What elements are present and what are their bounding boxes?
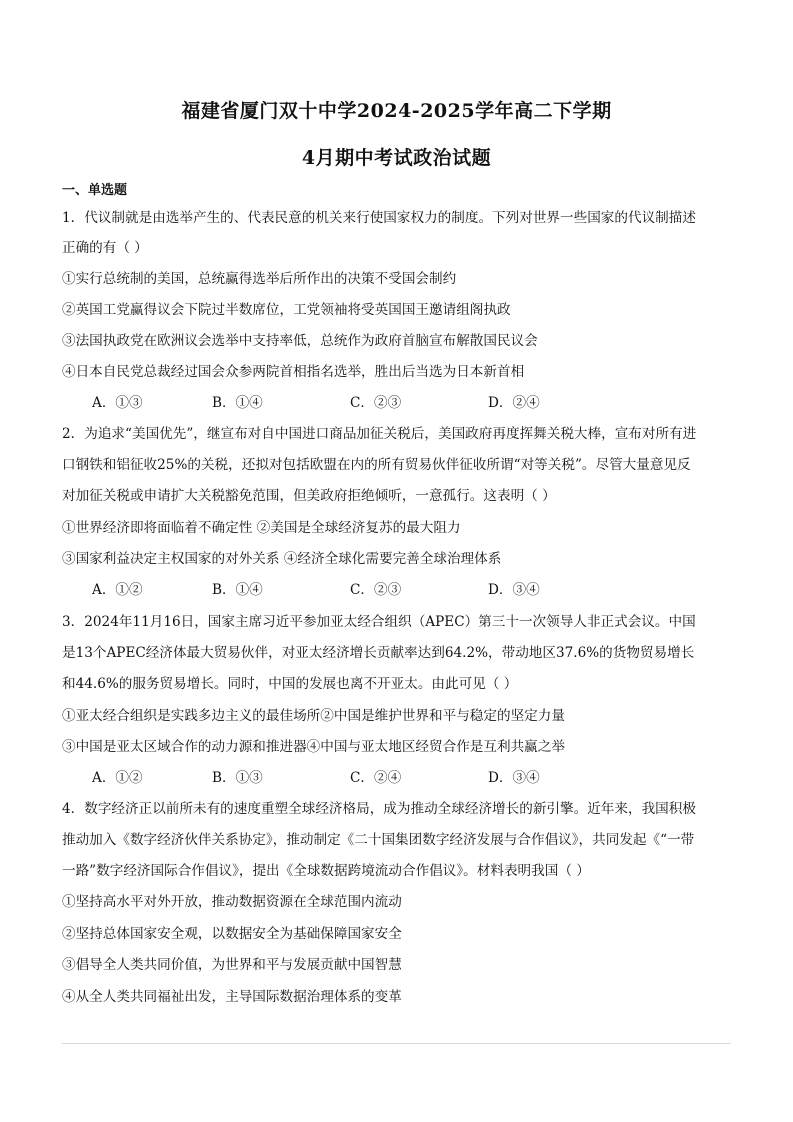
question-item: ④日本自民党总裁经过国会众参两院首相指名选举，胜出后当选为日本新首相 — [62, 364, 525, 380]
exam-title-line1: 福建省厦门双十中学2024-2025学年高二下学期 — [181, 100, 612, 122]
question-item: ③倡导全人类共同价值，为世界和平与发展贡献中国智慧 — [62, 957, 402, 973]
option-c[interactable]: C．②③ — [350, 395, 402, 411]
answer-options — [92, 766, 652, 786]
question-stem: 1．代议制就是由选举产生的、代表民意的机关来行使国家权力的制度。下列对世界一些国家的代议制描述 — [62, 210, 696, 226]
question-item: ③法国执政党在欧洲议会选举中支持率低，总统作为政府首脑宣布解散国民议会 — [62, 333, 538, 349]
question-item: ①世界经济即将面临着不确定性 ②美国是全球经济复苏的最大阻力 — [62, 520, 461, 536]
question-stem: 正确的有（ ） — [62, 240, 148, 256]
option-a[interactable]: A．①② — [92, 770, 143, 786]
option-d[interactable]: D．③④ — [488, 582, 540, 598]
question-stem: 3．2024年11月16日，国家主席习近平参加亚太经合组织（APEC）第三十一次领导人非正式会议。中国 — [62, 614, 696, 630]
option-d[interactable]: D．③④ — [488, 770, 540, 786]
question-item: ①亚太经合组织是实践多边主义的最佳场所②中国是维护世界和平与稳定的坚定力量 — [62, 708, 565, 724]
answer-options — [92, 578, 652, 598]
question-item: ③中国是亚太区域合作的动力源和推进器④中国与亚太地区经贸合作是互利共赢之举 — [62, 739, 565, 755]
question-stem: 推动加入《数字经济伙伴关系协定》，推动制定《二十国集团数字经济发展与合作倡议》，共同发起《“一带 — [62, 832, 695, 848]
question-stem: 口钢铁和铝征收25%的关税，还拟对包括欧盟在内的所有贸易伙伴征收所谓“对等关税”。尽管大量意见反 — [62, 457, 691, 473]
question-item: ①实行总统制的美国，总统赢得选举后所作出的决策不受国会制约 — [62, 271, 457, 287]
question-stem: 和44.6%的服务贸易增长。同时，中国的发展也离不开亚太。由此可见（ ） — [62, 676, 518, 692]
option-b[interactable]: B．①③ — [212, 770, 263, 786]
question-item: ①坚持高水平对外开放，推动数据资源在全球范围内流动 — [62, 894, 402, 910]
question-stem: 是13个APEC经济体最大贸易伙伴，对亚太经济增长贡献率达到64.2%，带动地区37.6%的货物贸易增长 — [62, 645, 695, 661]
question-stem: 4．数字经济正以前所未有的速度重塑全球经济格局，成为推动全球经济增长的新引擎。近年来，我国积极 — [62, 801, 696, 817]
question-item: ②英国工党赢得议会下院过半数席位，工党领袖将受英国国王邀请组阁执政 — [62, 302, 511, 318]
option-b[interactable]: B．①④ — [212, 582, 263, 598]
option-c[interactable]: C．②③ — [350, 582, 402, 598]
exam-title-line2: 4月期中考试政治试题 — [301, 147, 492, 169]
option-b[interactable]: B．①④ — [212, 395, 263, 411]
section-heading: 一、单选题 — [62, 183, 128, 198]
answer-options — [92, 391, 652, 411]
option-a[interactable]: A．①② — [92, 582, 143, 598]
option-a[interactable]: A．①③ — [92, 395, 143, 411]
question-item: ③国家利益决定主权国家的对外关系 ④经济全球化需要完善全球治理体系 — [62, 551, 502, 567]
footer-divider — [62, 1043, 731, 1044]
option-c[interactable]: C．②④ — [350, 770, 402, 786]
question-item: ②坚持总体国家安全观，以数据安全为基础保障国家安全 — [62, 926, 402, 942]
question-stem: 对加征关税或申请扩大关税豁免范围，但美政府拒绝倾听，一意孤行。这表明（ ） — [62, 488, 556, 504]
question-stem: 2．为追求“美国优先”，继宣布对自中国进口商品加征关税后，美国政府再度挥舞关税大棒，宣布对所有进 — [62, 426, 697, 442]
question-item: ④从全人类共同福祉出发，主导国际数据治理体系的变革 — [62, 989, 402, 1005]
option-d[interactable]: D．②④ — [488, 395, 540, 411]
question-stem: 一路”数字经济国际合作倡议》，提出《全球数据跨境流动合作倡议》。材料表明我国（ ） — [62, 863, 590, 879]
